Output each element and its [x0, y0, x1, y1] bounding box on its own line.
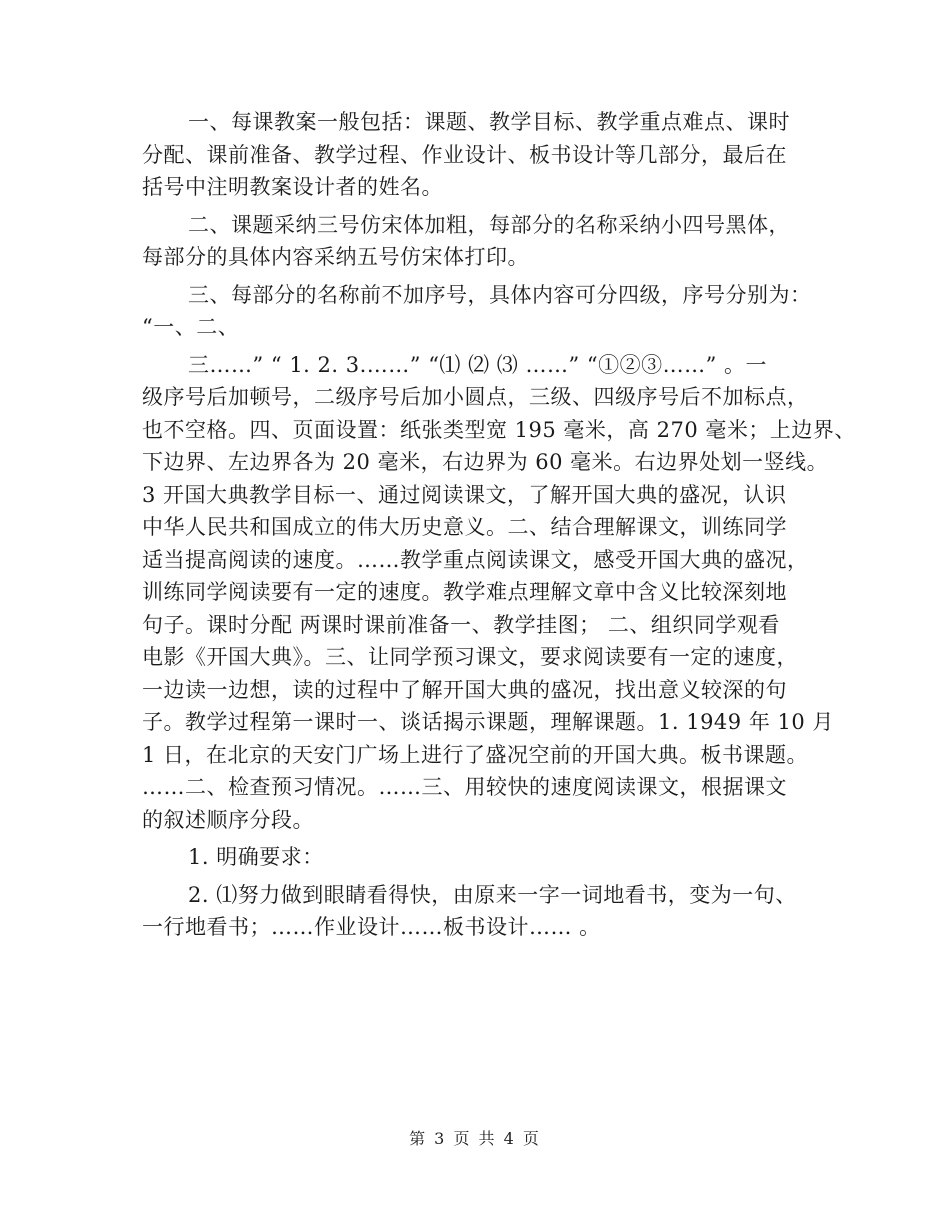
paragraph-line: ……二、检查预习情况。……三、用较快的速度阅读课文，根据课文: [142, 775, 787, 799]
paragraph-line: “一、二、: [142, 315, 240, 339]
paragraph-line: 1. 明确要求：: [188, 845, 324, 869]
paragraph-line: 括号中注明教案设计者的姓名。: [142, 175, 443, 199]
paragraph-line: 二、课题采纳三号仿宋体加粗，每部分的名称采纳小四号黑体，: [188, 212, 790, 237]
paragraph-line: 中华人民共和国成立的伟大历史意义。二、结合理解课文，训练同学: [142, 515, 787, 539]
paragraph-line: 电影《开国大典》。三、让同学预习课文，要求阅读要有一定的速度，: [142, 645, 798, 669]
paragraph-line: 子。教学过程第一课时一、谈话揭示课题，理解课题。1. 1949 年 10 月: [142, 710, 834, 734]
paragraph-line: 一行地看书；……作业设计……板书设计…… 。: [142, 915, 601, 939]
paragraph-line: 2. ⑴努力做到眼睛看得快，由原来一字一词地看书，变为一句、: [188, 882, 797, 907]
paragraph-line: 三、每部分的名称前不加序号，具体内容可分四级，序号分别为：: [188, 282, 812, 307]
document-body: [142, 106, 856, 944]
paragraph-line: 三……” “ 1. 2. 3.……” “⑴ ⑵ ⑶ ……” “①②③……” 。一: [188, 352, 768, 377]
paragraph-line: 3 开国大典教学目标一、通过阅读课文，了解开国大典的盛况，认识: [142, 482, 787, 507]
paragraph-line: 训练同学阅读要有一定的速度。教学难点理解文章中含义比较深刻地: [142, 580, 787, 604]
paragraph-line: 分配、课前准备、教学过程、作业设计、板书设计等几部分，最后在: [142, 142, 787, 167]
paragraph-line: 适当提高阅读的速度。……教学重点阅读课文，感受开国大典的盛况，: [142, 547, 809, 572]
paragraph-line: 的叙述顺序分段。: [142, 807, 314, 832]
paragraph-line: 一边读一边想，读的过程中了解开国大典的盛况，找出意义较深的句: [142, 677, 787, 702]
page-number-footer: 第 3 页 共 4 页: [409, 1129, 541, 1148]
paragraph-line: 也不空格。四、页面设置：纸张类型宽 195 毫米，高 270 毫米；上边界、: [142, 417, 856, 442]
paragraph-line: 1 日，在北京的天安门广场上进行了盛况空前的开国大典。板书课题。: [142, 742, 809, 767]
paragraph-line: 一、每课教案一般包括：课题、教学目标、教学重点难点、课时: [188, 110, 790, 134]
paragraph-line: 句子。课时分配 两课时课前准备一、教学挂图； 二、组织同学观看: [142, 612, 780, 637]
paragraph-line: 下边界、左边界各为 20 毫米，右边界为 60 毫米。右边界处划一竖线。: [142, 450, 829, 474]
paragraph-line: 每部分的具体内容采纳五号仿宋体打印。: [142, 245, 529, 269]
paragraph-line: 级序号后加顿号，二级序号后加小圆点，三级、四级序号后不加标点，: [142, 385, 809, 409]
